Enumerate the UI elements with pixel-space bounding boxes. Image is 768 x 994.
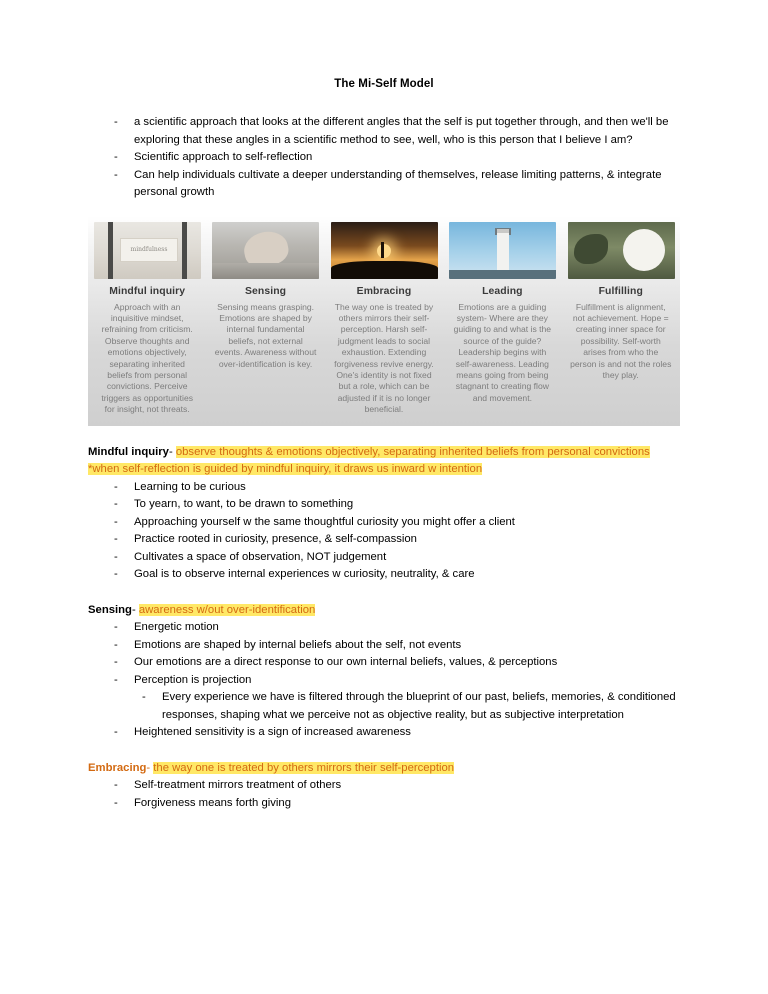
list-item: - Learning to be curious [88, 479, 680, 497]
section-embracing [88, 760, 680, 813]
pillar-card-leading [443, 216, 561, 426]
list-item: - Can help individuals cultivate a deeper understanding of themselves, release limiting patterns, & integrate personal growth [88, 167, 680, 202]
pillar-title: Fulfilling [598, 285, 643, 297]
list-item: - a scientific approach that looks at the different angles that the self is put together through, and then we'll be exploring that these angles in a scientific method to see, well, who is this person that I believe I am? [88, 114, 680, 149]
list-item: - Forgiveness means forth giving [88, 795, 680, 813]
list-item: - Scientific approach to self-reflection [88, 149, 680, 167]
section-heading-highlight: observe thoughts & emotions objectively, separating inherited beliefs from personal convictions [175, 445, 650, 458]
section-trailing-bullet-list [88, 724, 680, 742]
section-bullet-list [88, 777, 680, 812]
model-pillars-table [88, 216, 680, 426]
section-heading-label: Mindful inquiry [88, 445, 169, 458]
section-sub-bullet-list [88, 689, 680, 724]
list-item: - Self-treatment mirrors treatment of others [88, 777, 680, 795]
section-heading-label: Sensing [88, 603, 132, 616]
page-title: The Mi-Self Model [334, 78, 434, 90]
pillar-title: Leading [482, 285, 523, 297]
pillar-body: Fulfillment is alignment, not achievement. Hope = creating inner space for possibility. Self-worth arises from who the person is and not the roles they play. [570, 301, 672, 380]
section-sensing [88, 602, 680, 742]
list-item: - Energetic motion [88, 619, 680, 637]
pillar-body: Emotions are a guiding system- Where are they guiding to and what is the source of the guide? Leadership begins with self-awareness. Leading means going from being stagnant to creating flow and movement. [453, 301, 552, 403]
section-heading-label: Embracing [88, 761, 147, 774]
list-item: - Emotions are shaped by internal beliefs about the self, not events [88, 637, 680, 655]
section-heading-highlight: the way one is treated by others mirrors their self-perception [153, 761, 455, 774]
section-bullet-list [88, 619, 680, 689]
section-heading [88, 760, 680, 778]
pillar-card-embracing [325, 216, 443, 426]
pillar-card-mindful-inquiry [88, 216, 206, 426]
section-heading-highlight: awareness w/out over-identification [138, 603, 316, 616]
lighthouse-photo [449, 222, 556, 279]
section-heading-dash: - [168, 445, 173, 458]
section-heading [88, 444, 680, 479]
list-item: - To yearn, to want, to be drawn to something [88, 496, 680, 514]
list-item: - Every experience we have is filtered through the blueprint of our past, beliefs, memories, & conditioned responses, shaping what we perceive not as objective reality, but as subjective interpretation [88, 689, 680, 724]
pillar-card-sensing [206, 216, 324, 426]
section-heading-note: *when self-reflection is guided by mindful inquiry, it draws us inward w intention [88, 463, 483, 476]
pillar-body: Sensing means grasping. Emotions are shaped by internal fundamental beliefs, not external events. Awareness without over-identification is key. [214, 301, 317, 369]
list-item: - Goal is to observe internal experiences w curiosity, neutrality, & care [88, 566, 680, 584]
pillar-body: Approach with an inquisitive mindset, refraining from criticism. Observe thoughts and emotions objectively, separating inherited beliefs from personal convictions. Perceive triggers as opportunities for insight, not threats. [101, 301, 194, 415]
person-on-hill-sunset-photo [331, 222, 438, 279]
pillar-body: The way one is treated by others mirrors their self-perception. Harsh self-judgment leads to social exhaustion. Extending forgiveness revive energy. One's identity is not fixed but a role, which can be adjusted if it is no longer beneficial. [334, 301, 434, 415]
list-item: - Practice rooted in curiosity, presence, & self-compassion [88, 531, 680, 549]
list-item: - Our emotions are a direct response to our own internal beliefs, values, & perceptions [88, 654, 680, 672]
hand-in-water-photo [212, 222, 319, 279]
mindfulness-sign-photo: mindfulness [94, 222, 201, 279]
pillar-card-fulfilling [562, 216, 680, 426]
list-item: - Perception is projection [88, 672, 680, 690]
intro-bullet-list [88, 114, 680, 202]
section-mindful-inquiry [88, 444, 680, 584]
pillar-title: Embracing [356, 285, 412, 297]
pillar-title: Mindful inquiry [109, 285, 186, 297]
list-item: - Approaching yourself w the same thoughtful curiosity you might offer a client [88, 514, 680, 532]
pillar-title: Sensing [245, 285, 287, 297]
white-circle-nature-photo [568, 222, 675, 279]
section-heading [88, 602, 680, 620]
section-heading-dash: - [131, 603, 136, 616]
section-heading-dash: - [146, 761, 151, 774]
list-item: - Heightened sensitivity is a sign of increased awareness [88, 724, 680, 742]
section-bullet-list [88, 479, 680, 584]
list-item: - Cultivates a space of observation, NOT judgement [88, 549, 680, 567]
